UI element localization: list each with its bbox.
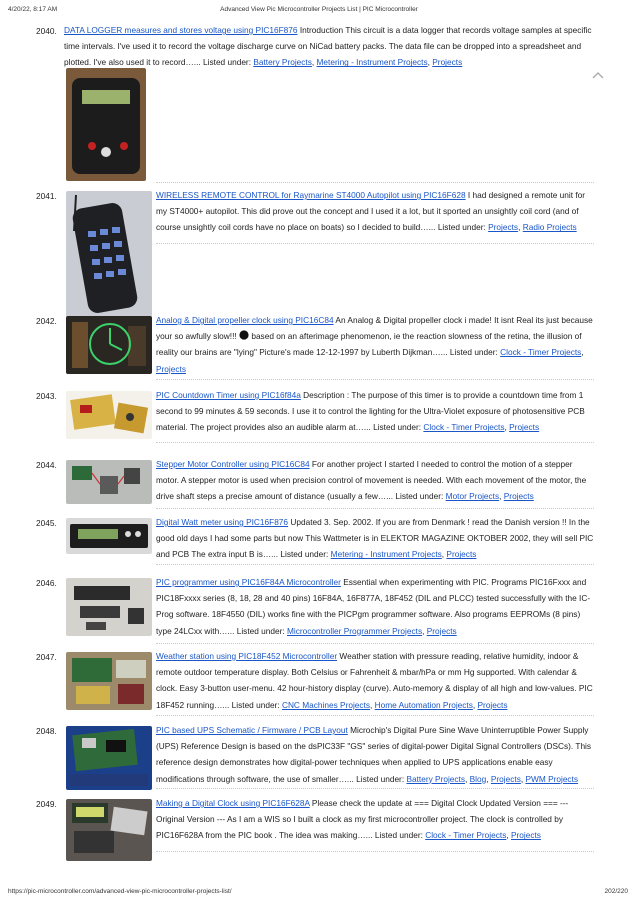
category-link[interactable]: Projects: [426, 625, 457, 636]
entry-description: Analog & Digital propeller clock using PIC16C84 An Analog & Digital propeller clock i made! It isnt Real its just because your so awfully slow!!! based on an afterimage phenomenon, ie the reaction slowness of the retina, the illusion of reality our brains are "lying" Picture's made 12-12-1997 by Luberth Dijkman…... Listed under: Clock - Timer Projects, Projects: [156, 315, 593, 374]
project-thumbnail[interactable]: [66, 578, 152, 636]
emoji-icon: [239, 330, 249, 340]
entry-description: Making a Digital Clock using PIC16F628A Please check the update at === Digital Clock Updated Version === --- Original Version --- As I am a WIS so I built a clock as my first microcontroller project. The clock is controlled by PIC16F628A from the PIC book . The idea was making…... Listed under: Clock - Timer Projects, Projects: [156, 798, 569, 841]
print-datetime: 4/20/22, 8:17 AM: [8, 6, 58, 13]
category-link[interactable]: Clock - Timer Projects: [425, 830, 507, 841]
category-link[interactable]: Projects: [490, 773, 521, 784]
entry-divider: [156, 182, 594, 183]
entry-number: 2049.: [36, 799, 57, 809]
entry-description: WIRELESS REMOTE CONTROL for Raymarine ST4000 Autopilot using PIC16F628 I had designed a remote unit for my ST4000+ autopilot. This did prove out the concept and I used it a lot, but it sported an unsightly coil cord (and of course unsightly coil cords have no place on boats) so I decided to build…... Listed under: Projects, Radio Projects: [156, 190, 586, 233]
entry-number: 2047.: [36, 652, 57, 662]
entry-description: Weather station using PIC18F452 Microcontroller Weather station with pressure reading, relative humidity, indoor & remote outdoor temperature display. Both Celsius or Fahrenheit & mbar/hPa or mm Hg supported. With calendar & clock. Easy 3-button user-menu. 42 hour-history display (curve). Auto-memory & display of all high and low-values. PIC 18F452 running…... Listed under: CNC Machines Projects, Home Automation Projects, Projects: [156, 651, 593, 710]
entry-divider: [156, 851, 594, 852]
entry-divider: [156, 442, 594, 443]
category-link[interactable]: Clock - Timer Projects: [500, 347, 582, 358]
project-thumbnail[interactable]: [66, 518, 152, 554]
project-title-link[interactable]: DATA LOGGER measures and stores voltage using PIC16F876: [64, 25, 298, 35]
entry-divider: [156, 643, 594, 644]
scroll-to-top-icon[interactable]: [592, 70, 604, 80]
project-thumbnail[interactable]: [66, 652, 152, 710]
page-title: Advanced View Pic Microcontroller Projects List | PIC Microcontroller: [220, 6, 418, 13]
entry-number: 2041.: [36, 191, 57, 201]
category-link[interactable]: CNC Machines Projects: [281, 699, 371, 710]
project-thumbnail[interactable]: [66, 191, 152, 317]
category-link[interactable]: Battery Projects: [406, 773, 466, 784]
project-thumbnail[interactable]: [66, 726, 152, 790]
project-title-link[interactable]: Stepper Motor Controller using PIC16C84: [156, 459, 310, 469]
entry-description: PIC Countdown Timer using PIC16f84a Description : The purpose of this timer is to provide a countdown time from 1 second to 99 minutes & 59 seconds. I use it to control the lighting for the Ultra-Violet exposure of photosensitive PCB material. The project provides also an audible alarm at…... Listed under: Clock - Timer Projects, Projects: [156, 390, 585, 433]
category-link[interactable]: PWM Projects: [525, 773, 579, 784]
category-link[interactable]: Projects: [488, 222, 519, 233]
entry-description: Digital Watt meter using PIC16F876 Updated 3. Sep. 2002. If you are from Denmark ! read the Danish version !! In the good old days I had some parts but now This Wattmeter is in ELEKTOR MAGAZINE OKTOBER 2002, they will sell PIC and PCB The extra input B is…... Listed under: Metering - Instrument Projects, Projects: [156, 517, 594, 560]
entry-divider: [156, 564, 594, 565]
category-link[interactable]: Metering - Instrument Projects: [330, 549, 442, 560]
category-link[interactable]: Projects: [503, 491, 534, 502]
category-link[interactable]: Projects: [432, 57, 463, 68]
entry-divider: [156, 379, 594, 380]
entry-number: 2042.: [36, 316, 57, 326]
project-title-link[interactable]: Making a Digital Clock using PIC16F628A: [156, 798, 310, 808]
project-title-link[interactable]: PIC based UPS Schematic / Firmware / PCB Layout: [156, 725, 348, 735]
category-link[interactable]: Home Automation Projects: [374, 699, 473, 710]
project-thumbnail[interactable]: [66, 68, 146, 181]
entry-number: 2043.: [36, 391, 57, 401]
entry-number: 2046.: [36, 578, 57, 588]
project-title-link[interactable]: Digital Watt meter using PIC16F876: [156, 517, 289, 527]
entry-description: DATA LOGGER measures and stores voltage using PIC16F876 Introduction This circuit is a data logger that records voltage samples at specific time intervals. I've used it to record the voltage discharge curve on NiCad battery packs. The data file can be dropped into a spreadsheet and plotted. I've also used it to record…... Listed under: Battery Projects, Metering - Instrument Projects, Projects: [64, 25, 592, 68]
page-url: https://pic-microcontroller.com/advanced-view-pic-microcontroller-projects-list/: [8, 888, 232, 895]
entry-divider: [156, 243, 594, 244]
entry-description: PIC based UPS Schematic / Firmware / PCB Layout Microchip's Digital Pure Sine Wave Uninterruptible Power Supply (UPS) Reference Design is based on the dsPIC33F "GS" series of digital-power Digital Signal Controllers (DSCs). This reference design demonstrates how digital-power techniques when applied to UPS applications enable easy modifications through software, the use of smaller…... Listed under: Battery Projects, Blog, Projects, PWM Projects: [156, 725, 592, 784]
entry-description: PIC programmer using PIC16F84A Microcontroller Essential when experimenting with PIC. Programs PIC16Fxxx and PIC18Fxxxx series (8, 18, 28 and 40 pins) 16F84A, 16F877A, 18F452 (DIL and PLCC) tested successfully with the IC-Prog software. 18F4550 (DIL) works fine with the PICPgm programmer software. Also programs EEPROMs (8 pins) type 24LCxx with…... Listed under: Microcontroller Programmer Projects, Projects: [156, 577, 591, 636]
project-title-link[interactable]: PIC programmer using PIC16F84A Microcontroller: [156, 577, 341, 587]
project-title-link[interactable]: Weather station using PIC18F452 Microcontroller: [156, 651, 338, 661]
project-title-link[interactable]: PIC Countdown Timer using PIC16f84a: [156, 390, 301, 400]
category-link[interactable]: Battery Projects: [253, 57, 312, 68]
project-thumbnail[interactable]: [66, 316, 152, 374]
entry-number: 2045.: [36, 518, 57, 528]
project-thumbnail[interactable]: [66, 799, 152, 861]
category-link[interactable]: Projects: [510, 830, 541, 841]
category-link[interactable]: Projects: [509, 422, 540, 433]
category-link[interactable]: Blog: [469, 773, 487, 784]
category-link[interactable]: Metering - Instrument Projects: [316, 57, 428, 68]
category-link[interactable]: Radio Projects: [522, 222, 577, 233]
category-link[interactable]: Clock - Timer Projects: [423, 422, 505, 433]
project-title-link[interactable]: Analog & Digital propeller clock using PIC16C84: [156, 315, 334, 325]
project-thumbnail[interactable]: [66, 391, 152, 439]
entry-number: 2044.: [36, 460, 57, 470]
entry-number: 2040.: [36, 26, 57, 36]
entry-divider: [156, 788, 594, 789]
project-title-link[interactable]: WIRELESS REMOTE CONTROL for Raymarine ST4000 Autopilot using PIC16F628: [156, 190, 466, 200]
entry-number: 2048.: [36, 726, 57, 736]
category-link[interactable]: Motor Projects: [445, 491, 500, 502]
category-link[interactable]: Projects: [446, 549, 477, 560]
entry-divider: [156, 715, 594, 716]
page-number: 202/220: [604, 888, 628, 895]
entry-description: Stepper Motor Controller using PIC16C84 For another project I started I needed to control the motion of a stepper motor. A stepper motor is used when precision control of movement is needed. With each movement of the motor, the drive shaft steps a precise amount of distance (usually a few…... Listed under: Motor Projects, Projects: [156, 459, 587, 502]
category-link[interactable]: Microcontroller Programmer Projects: [287, 625, 423, 636]
project-thumbnail[interactable]: [66, 460, 152, 504]
category-link[interactable]: Projects: [477, 699, 508, 710]
category-link[interactable]: Projects: [156, 363, 186, 374]
entry-divider: [156, 508, 594, 509]
